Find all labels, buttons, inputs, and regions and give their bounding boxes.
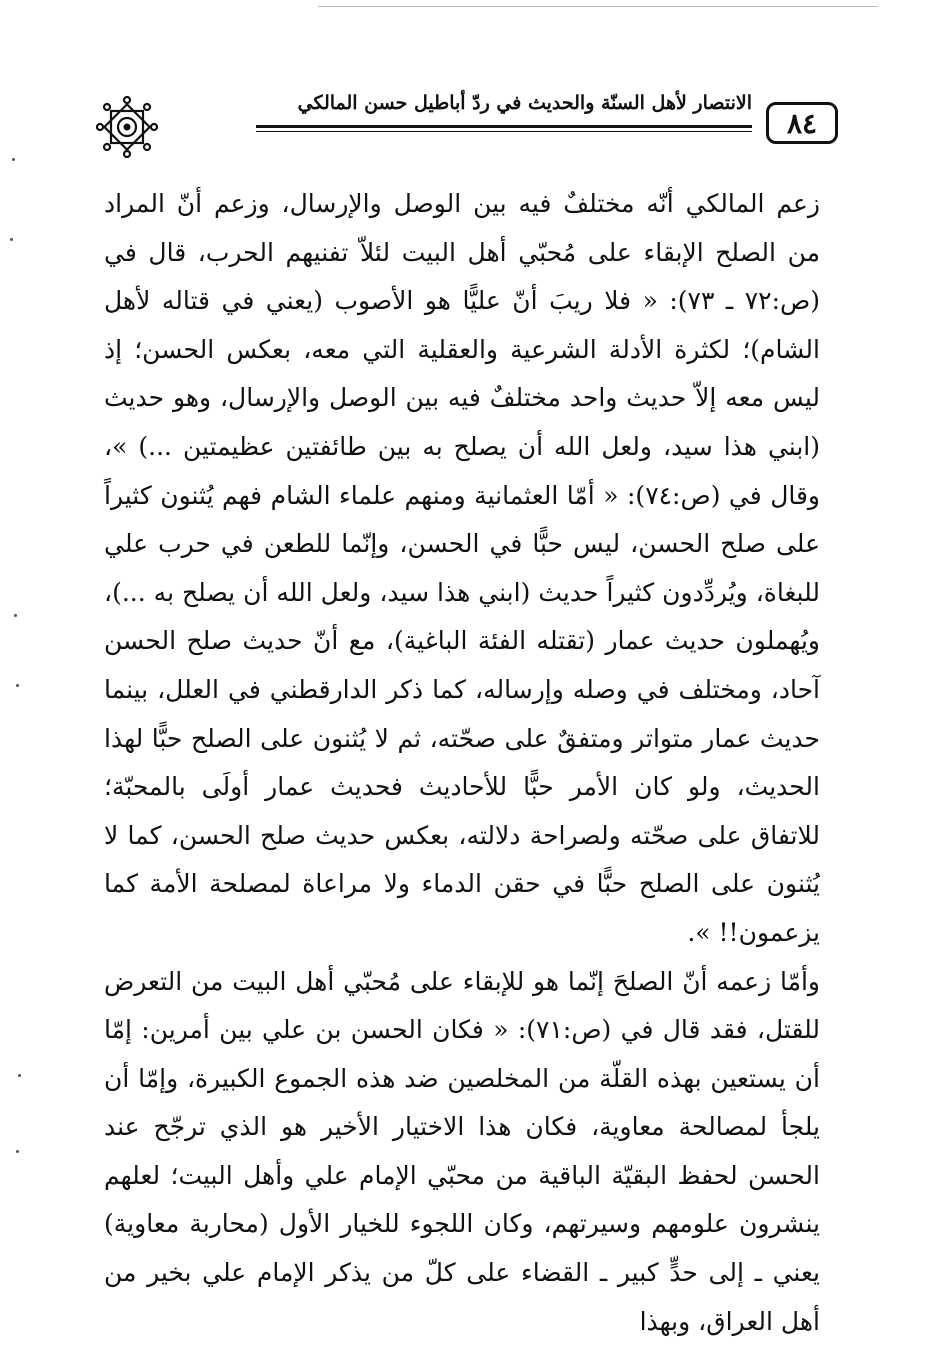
star-ornament-icon xyxy=(96,96,158,158)
running-title: الانتصار لأهل السنّة والحديث في ردّ أباطيل حسن المالكي xyxy=(297,92,752,114)
header-rule-thick xyxy=(256,125,752,128)
scan-speck xyxy=(16,684,19,687)
page-number: ٨٤ xyxy=(766,102,838,144)
paragraph-2: وأمّا زعمه أنّ الصلحَ إنّما هو للإبقاء على مُحبّي أهل البيت من التعرض للقتل، فقد قال في (ص:٧١): « فكان الحسن بن علي بين أمرين: إمّا أن يستعين بهذه القلّة من المخلصين ضد هذه الجموع الكبيرة، وإمّا أن يلجأ لمصالحة معاوية، فكان هذا الاختيار الأخير هو الذي ترجّح عند الحسن لحفظ البقيّة الباقية من محبّي الإمام علي وأهل البيت؛ لعلهم ينشرون علومهم وسيرتهم، وكان اللجوء للخيار الأول (محاربة معاوية) يعني ـ إلى حدٍّ كبير ـ القضاء على كلّ من يذكر الإمام علي بخير من أهل العراق، وبهذا xyxy=(104,966,820,1336)
scan-speck xyxy=(16,1150,19,1153)
scan-speck xyxy=(18,1074,21,1077)
scan-speck xyxy=(12,158,15,161)
header-rule-thin xyxy=(256,131,752,132)
body-text xyxy=(104,180,820,1346)
paragraph-1: زعم المالكي أنّه مختلفٌ فيه بين الوصل والإرسال، وزعم أنّ المراد من الصلح الإبقاء على مُحبّي أهل البيت لئلاّ تفنيهم الحرب، قال في (ص:٧٢ ـ ٧٣): « فلا ريبَ أنّ عليًّا هو الأصوب (يعني في قتاله لأهل الشام)؛ لكثرة الأدلة الشرعية والعقلية التي معه، بعكس الحسن؛ إذ ليس معه إلاّ حديث واحد مختلفٌ فيه بين الوصل والإرسال، وهو حديث (ابني هذا سيد، ولعل الله أن يصلح به بين طائفتين عظيمتين ...) »، وقال في (ص:٧٤): « أمّا العثمانية ومنهم علماء الشام فهم يُثنون كثيراً على صلح الحسن، ليس حبًّا في الحسن، وإنّما للطعن في حرب علي للبغاة، ويُردِّدون كثيراً حديث (ابني هذا سيد، ولعل الله أن يصلح به ...)، ويُهملون حديث عمار (تقتله الفئة الباغية)، مع أنّ حديث صلح الحسن آحاد، ومختلف في وصله وإرساله، كما ذكر الدارقطني في العلل، بينما حديث عمار متواتر ومتفقٌ على صحّته، ثم لا يُثنون على الصلح حبًّا لهذا الحديث، ولو كان الأمر حبًّا للأحاديث فحديث عمار أولَى بالمحبّة؛ للاتفاق على صحّته ولصراحة دلالته، بعكس حديث صلح الحسن، كما لا يُثنون على الصلح حبًّا في حقن الدماء ولا مراعاة لمصلحة الأمة كما يزعمون!! ». xyxy=(104,189,821,947)
top-scan-rule xyxy=(318,6,878,7)
scan-speck xyxy=(10,238,13,241)
page-header xyxy=(96,88,838,162)
scan-speck xyxy=(14,614,17,617)
